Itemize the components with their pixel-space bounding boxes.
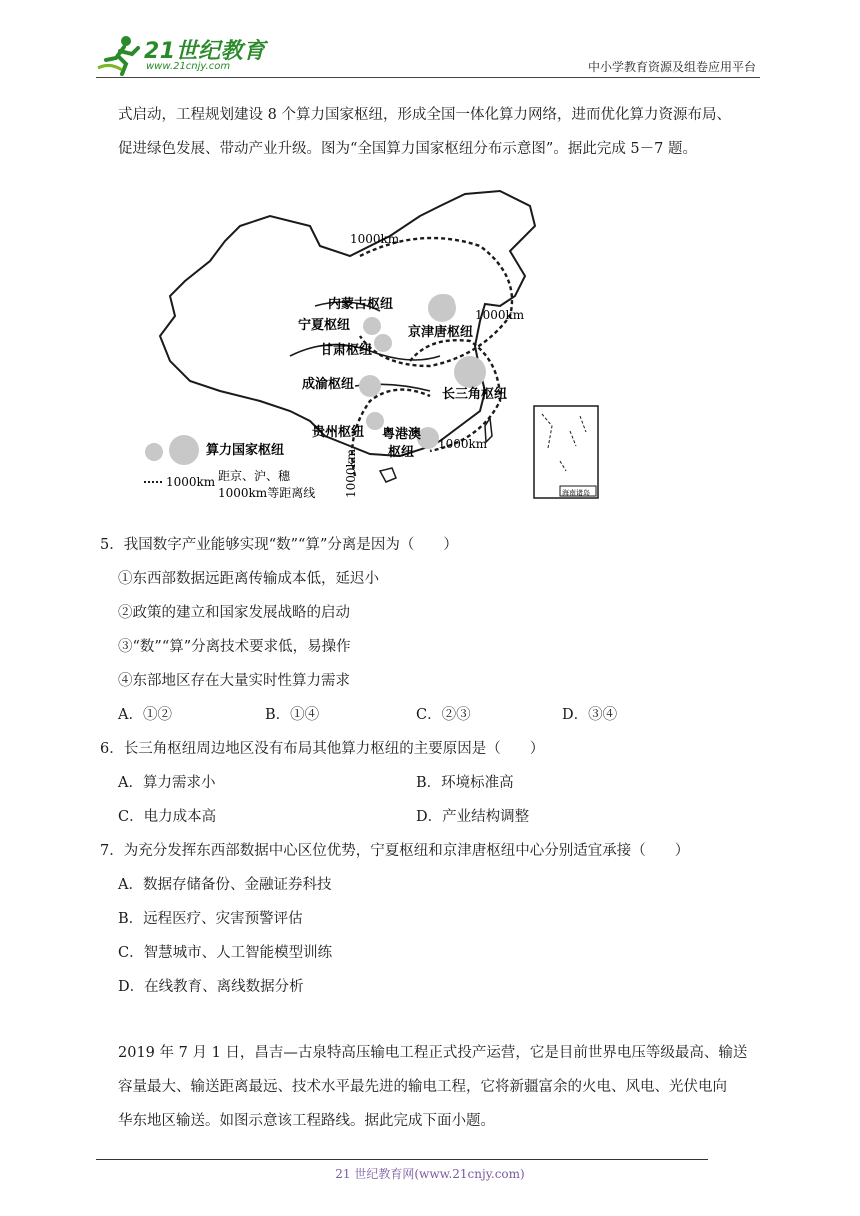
legend-line-text: 距京、沪、穗 [218, 469, 291, 483]
hub-jingjinji [435, 294, 455, 314]
hub-chengyu [359, 375, 381, 397]
hub-ningxia [363, 317, 381, 335]
q7-option-c[interactable]: C．智慧城市、人工智能模型训练 [118, 945, 333, 961]
q5-option-c[interactable]: C．②③ [416, 707, 471, 723]
q5-item-2: ②政策的建立和国家发展战略的启动 [118, 605, 350, 621]
page-header [0, 0, 860, 80]
legend-hub-large [169, 435, 199, 465]
hainan-island [380, 468, 396, 482]
footer-divider [96, 1159, 708, 1160]
label-changsanjiao: 长三角枢纽 [442, 387, 508, 402]
site-logo[interactable] [96, 34, 266, 76]
passage-2-line-2: 容量最大、输送距离最远、技术水平最先进的输电工程，它将新疆富余的火电、风电、光伏电向 [118, 1079, 727, 1095]
label-yuegang-2: 枢纽 [388, 445, 415, 460]
legend-hub-text: 算力国家枢纽 [206, 443, 285, 458]
q6-option-d[interactable]: D．产业结构调整 [416, 809, 530, 825]
q5-option-a[interactable]: A．①② [118, 707, 172, 723]
q7-option-b[interactable]: B．远程医疗、灾害预警评估 [118, 911, 303, 927]
intro-line-2: 促进绿色发展、带动产业升级。图为“全国算力国家枢纽分布示意图”。据此完成 5－7 题。 [118, 141, 697, 157]
q7-option-a[interactable]: A．数据存储备份、金融证券科技 [118, 877, 332, 893]
china-map-figure [140, 186, 610, 506]
inset-label: 海南诸岛 [562, 489, 590, 497]
intro-line-1: 式启动，工程规划建设 8 个算力国家枢纽，形成全国一体化算力网络，进而优化算力资源布局、 [118, 107, 731, 123]
logo-url: www.21cnjy.com [146, 61, 231, 72]
q5-item-1: ①东西部数据远距离传输成本低，延迟小 [118, 571, 379, 587]
south-china-sea-inset [534, 406, 598, 498]
intro-paragraph [118, 98, 766, 166]
label-dist-top: 1000km [350, 232, 400, 246]
q5-stem: 5．我国数字产业能够实现“数”“算”分离是因为（ ） [100, 537, 458, 553]
label-dist-right: 1000km [475, 308, 525, 322]
logo-title: 21世纪教育 [144, 39, 266, 64]
label-gansu: 甘肃枢纽 [320, 343, 373, 358]
hub-gansu [374, 334, 392, 352]
header-divider [96, 77, 760, 78]
label-jingjinji: 京津唐枢纽 [408, 325, 474, 340]
q6-option-c[interactable]: C．电力成本高 [118, 809, 217, 825]
q7-option-d[interactable]: D．在线教育、离线数据分析 [118, 979, 304, 995]
platform-title: 中小学教育资源及组卷应用平台 [587, 60, 756, 74]
label-dist-vertical: 1000km [344, 448, 358, 498]
q6-option-b[interactable]: B．环境标准高 [416, 775, 514, 791]
label-chengyu: 成渝枢纽 [302, 377, 355, 392]
runner-logo-icon [96, 34, 144, 76]
label-guizhou: 贵州枢纽 [312, 425, 365, 440]
footer-site-link[interactable]: 21 世纪教育网(www.21cnjy.com) [335, 1167, 525, 1181]
label-yuegang-1: 粤港澳 [382, 427, 422, 442]
q7-stem: 7．为充分发挥东西部数据中心区位优势，宁夏枢纽和京津唐枢纽中心分别适宜承接（ ） [100, 843, 690, 859]
q5-option-b[interactable]: B．①④ [265, 707, 320, 723]
passage-2 [118, 1036, 766, 1138]
legend-line-text-2: 1000km等距离线 [218, 486, 316, 500]
label-dist-bottom-right: 1000km [438, 437, 488, 451]
legend-line-sample: 1000km [166, 475, 216, 489]
passage-2-line-1: 2019 年 7 月 1 日，昌吉—古泉特高压输电工程正式投产运营，它是目前世界电压等级最高、输送 [118, 1045, 748, 1061]
q5-item-3: ③“数”“算”分离技术要求低，易操作 [118, 639, 351, 655]
hub-changsanjiao [454, 356, 486, 388]
q5-item-4: ④东部地区存在大量实时性算力需求 [118, 673, 350, 689]
hub-distribution-map [140, 186, 610, 506]
passage-2-line-3: 华东地区输送。如图示意该工程路线。据此完成下面小题。 [118, 1113, 495, 1129]
q6-stem: 6．长三角枢纽周边地区没有布局其他算力枢纽的主要原因是（ ） [100, 741, 545, 757]
label-ningxia: 宁夏枢纽 [298, 318, 351, 333]
legend-hub-small [145, 443, 163, 461]
label-neimenggu: 内蒙古枢纽 [328, 297, 394, 312]
q5-option-d[interactable]: D．③④ [562, 707, 618, 723]
q6-option-a[interactable]: A．算力需求小 [118, 775, 216, 791]
